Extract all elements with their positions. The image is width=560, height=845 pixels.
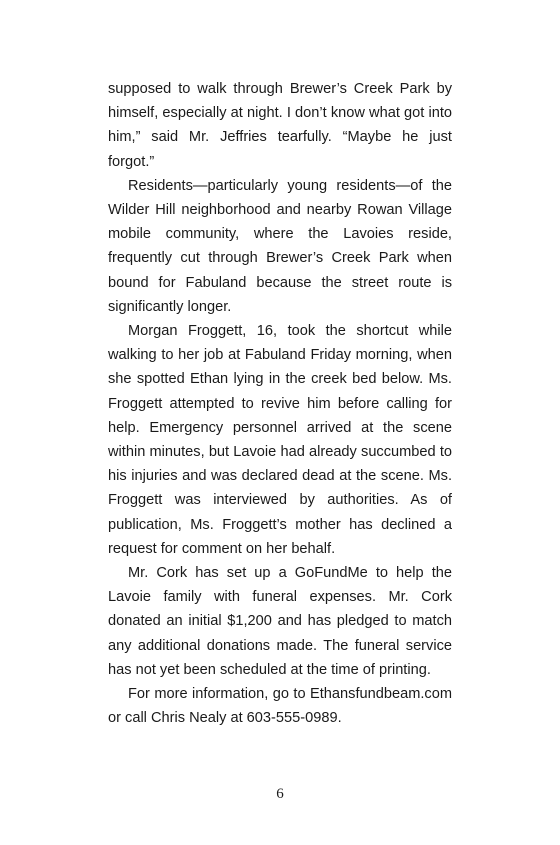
paragraph-froggett: Morgan Froggett, 16, took the shortcut while walking to her job at Fabuland Friday morning, when she spotted Ethan lying in the creek bed below. Ms. Froggett attempted to revive him before calling for help. Emergency personnel arrived at the scene within minutes, but Lavoie had already succumbed to his injuries and was declared dead at the scene. Ms. Froggett was interviewed by authorities. As of publication, Ms. Froggett’s mother has declined a request for comment on her behalf. <box>108 323 452 557</box>
body-text <box>108 77 452 730</box>
paragraph-more-info: For more information, go to Ethansfundbeam.com or call Chris Nealy at 603-555-0989. <box>108 686 452 727</box>
page-number: 6 <box>276 786 284 802</box>
paragraph-residents: Residents—particularly young residents—of the Wilder Hill neighborhood and nearby Rowan Village mobile community, where the Lavoies reside, frequently cut through Brewer’s Creek Park when bound for Fabuland because the street route is significantly longer. <box>108 177 452 315</box>
paragraph-gofundme: Mr. Cork has set up a GoFundMe to help the Lavoie family with funeral expenses. Mr. Cork donated an initial $1,200 and has pledged to match any additional donations made. The funeral service has not yet been scheduled at the time of printing. <box>108 565 452 678</box>
paragraph-continuation: supposed to walk through Brewer’s Creek Park by himself, especially at night. I don’t know what got into him,” said Mr. Jeffries tearfully. “Maybe he just forgot.” <box>108 81 452 170</box>
